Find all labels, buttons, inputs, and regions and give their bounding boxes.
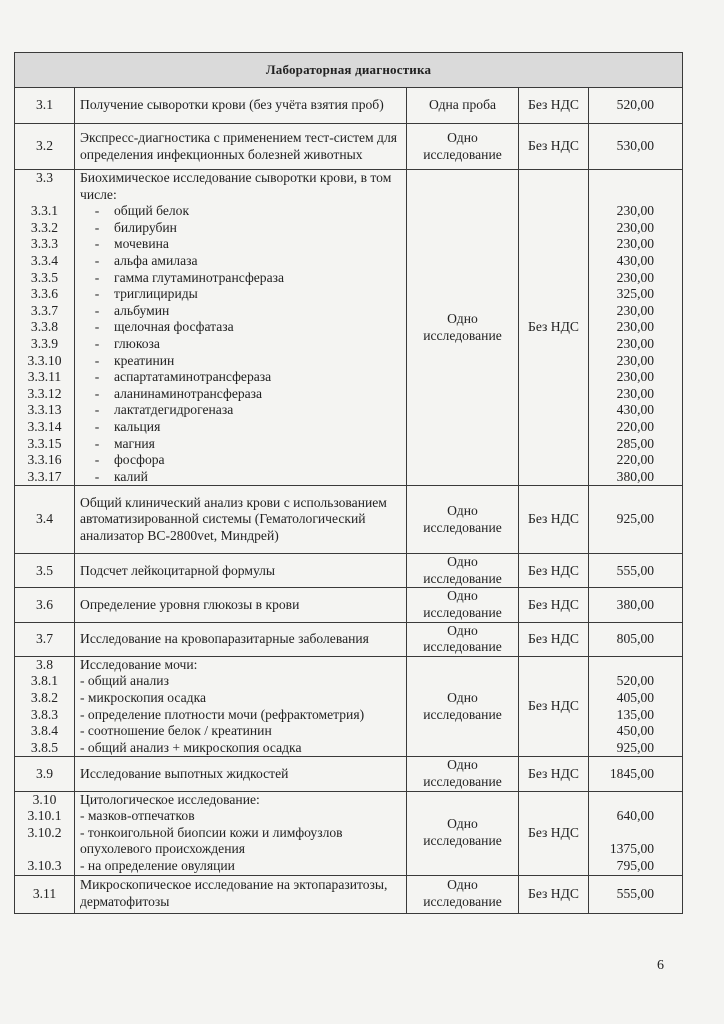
vat: Без НДС <box>519 656 589 757</box>
vat: Без НДС <box>519 588 589 622</box>
sub-row-number: 3.3.4 <box>30 252 59 268</box>
price: 450,00 <box>616 723 655 739</box>
sub-item: - альфа амилаза <box>94 252 198 268</box>
price: 230,00 <box>616 236 655 252</box>
price: 380,00 <box>616 468 655 484</box>
page-number: 6 <box>657 958 664 973</box>
sub-row-number: 3.3.15 <box>27 435 62 451</box>
price: 230,00 <box>616 219 655 235</box>
sub-item: - фосфора <box>94 452 165 468</box>
sub-row-number: 3.3.2 <box>30 219 59 235</box>
sub-row-number: 3.10.1 <box>27 808 62 824</box>
table-row <box>15 757 683 791</box>
price-column <box>589 170 683 486</box>
price: 555,00 <box>589 875 683 913</box>
price: 925,00 <box>616 739 655 755</box>
price: 640,00 <box>616 808 655 824</box>
price: 220,00 <box>616 418 655 434</box>
price: 230,00 <box>616 269 655 285</box>
vat: Без НДС <box>519 124 589 170</box>
sub-item: - билирубин <box>94 219 177 235</box>
vat: Без НДС <box>519 791 589 875</box>
vat: Без НДС <box>519 622 589 656</box>
unit: Одно исследование <box>407 124 519 170</box>
sub-row-number: 3.3.17 <box>27 468 62 484</box>
sub-row-number: 3.10.3 <box>27 857 62 873</box>
price: 285,00 <box>616 435 655 451</box>
service-name: Общий клинический анализ крови с использованием автоматизированной системы (Гематологический анализатор ВС-2800vet, Миндрей) <box>75 486 407 554</box>
sub-row-number: 3.3.14 <box>27 418 62 434</box>
unit: Одно исследование <box>407 757 519 791</box>
row-number: 3.7 <box>15 622 75 656</box>
service-name: Цитологическое исследование: <box>80 791 260 807</box>
price: 795,00 <box>616 857 655 873</box>
price: 230,00 <box>616 352 655 368</box>
price: 555,00 <box>589 554 683 588</box>
row-number: 3.2 <box>15 124 75 170</box>
unit: Одно исследование <box>407 622 519 656</box>
price: 230,00 <box>616 203 655 219</box>
service-name: Биохимическое исследование сыворотки крови, в том числе: <box>80 170 392 202</box>
price-column <box>589 656 683 757</box>
unit: Одно исследование <box>407 791 519 875</box>
vat: Без НДС <box>519 875 589 913</box>
row-number: 3.6 <box>15 588 75 622</box>
price: 230,00 <box>616 369 655 385</box>
table-row <box>15 124 683 170</box>
service-name: Получение сыворотки крови (без учёта взятия проб) <box>75 88 407 124</box>
price-table <box>14 52 683 914</box>
service-name: Определение уровня глюкозы в крови <box>75 588 407 622</box>
sub-item: - аспартатаминотрансфераза <box>94 369 272 385</box>
unit: Одно исследование <box>407 588 519 622</box>
price-column <box>589 791 683 875</box>
table-row <box>15 656 683 757</box>
price: 230,00 <box>616 385 655 401</box>
sub-row-number: 3.3.5 <box>30 269 59 285</box>
service-name: Исследование на кровопаразитарные заболевания <box>75 622 407 656</box>
sub-row-number: 3.3.13 <box>27 402 62 418</box>
sub-row-number: 3.3.12 <box>27 385 62 401</box>
price: 230,00 <box>616 319 655 335</box>
sub-item: - аланинаминотрансфераза <box>94 385 263 401</box>
sub-item: - определение плотности мочи (рефрактометрия) <box>80 706 365 722</box>
sub-item: - микроскопия осадка <box>80 690 207 706</box>
price: 405,00 <box>616 690 655 706</box>
sub-row-number: 3.3.11 <box>27 369 62 385</box>
sub-item: - на определение овуляции <box>80 857 235 873</box>
price: 230,00 <box>616 302 655 318</box>
price: 380,00 <box>589 588 683 622</box>
service-name: Микроскопическое исследование на эктопаразитозы, дерматофитозы <box>75 875 407 913</box>
section-title: Лабораторная диагностика <box>15 53 683 88</box>
vat: Без НДС <box>519 486 589 554</box>
row-number: 3.5 <box>15 554 75 588</box>
price: 520,00 <box>589 88 683 124</box>
price: 135,00 <box>616 706 655 722</box>
table-row <box>15 588 683 622</box>
row-number: 3.11 <box>15 875 75 913</box>
sub-item: - общий анализ <box>80 673 169 689</box>
sub-item: - магния <box>94 435 155 451</box>
sub-row-number: 3.3.6 <box>30 286 59 302</box>
price: 430,00 <box>616 402 655 418</box>
sub-item: - соотношение белок / креатинин <box>80 723 272 739</box>
service-name: Исследование выпотных жидкостей <box>75 757 407 791</box>
sub-item: - общий анализ + микроскопия осадка <box>80 739 302 755</box>
row-number-column <box>15 170 75 486</box>
sub-row-number: 3.3.8 <box>30 319 59 335</box>
price: 805,00 <box>589 622 683 656</box>
row-number: 3.4 <box>15 486 75 554</box>
table-row <box>15 486 683 554</box>
price: 430,00 <box>616 252 655 268</box>
sub-item: - гамма глутаминотрансфераза <box>94 269 285 285</box>
sub-item: - мочевина <box>94 236 169 252</box>
unit: Одно исследование <box>407 554 519 588</box>
row-number: 3.3 <box>36 170 53 185</box>
table-row <box>15 88 683 124</box>
unit: Одно исследование <box>407 875 519 913</box>
section-header-row <box>15 53 683 88</box>
price: 325,00 <box>616 286 655 302</box>
service-name-column <box>75 656 407 757</box>
sub-item: - калий <box>94 468 148 484</box>
sub-item: - щелочная фосфатаза <box>94 319 234 335</box>
service-name: Исследование мочи: <box>80 656 198 672</box>
sub-row-number: 3.3.9 <box>30 335 59 351</box>
table-row <box>15 170 683 486</box>
price: 925,00 <box>589 486 683 554</box>
row-number-column <box>15 791 75 875</box>
sub-row-number: 3.3.16 <box>27 452 62 468</box>
price: 1375,00 <box>609 841 655 857</box>
sub-item: - тонкоигольной биопсии кожи и лимфоузлов опухолевого происхождения <box>80 824 343 857</box>
service-name: Подсчет лейкоцитарной формулы <box>75 554 407 588</box>
row-number: 3.10 <box>32 791 57 807</box>
price: 220,00 <box>616 452 655 468</box>
unit: Одна проба <box>407 88 519 124</box>
table-row <box>15 791 683 875</box>
unit: Одно исследование <box>407 656 519 757</box>
price: 520,00 <box>616 673 655 689</box>
sub-item: - глюкоза <box>94 335 160 351</box>
sub-row-number: 3.8.5 <box>30 739 59 755</box>
table-row <box>15 875 683 913</box>
price: 530,00 <box>589 124 683 170</box>
sub-row-number: 3.3.10 <box>27 352 62 368</box>
price: 230,00 <box>616 335 655 351</box>
sub-row-number: 3.8.3 <box>30 706 59 722</box>
service-name-column <box>75 791 407 875</box>
unit: Одно исследование <box>407 486 519 554</box>
sub-row-number: 3.8.1 <box>30 673 59 689</box>
sub-row-number: 3.10.2 <box>27 824 62 840</box>
service-name: Экспресс-диагностика с применением тест-систем для определения инфекционных болезней животных <box>75 124 407 170</box>
row-number-column <box>15 656 75 757</box>
sub-row-number: 3.8.4 <box>30 723 59 739</box>
service-name-column <box>75 170 407 486</box>
unit: Одно исследование <box>407 170 519 486</box>
sub-item: - креатинин <box>94 352 175 368</box>
vat: Без НДС <box>519 757 589 791</box>
sub-row-number: 3.3.1 <box>30 203 59 219</box>
row-number: 3.8 <box>36 656 53 672</box>
sub-item: - лактатдегидрогеназа <box>94 402 234 418</box>
vat: Без НДС <box>519 554 589 588</box>
vat: Без НДС <box>519 88 589 124</box>
sub-item: - кальция <box>94 418 161 434</box>
sub-row-number: 3.3.7 <box>30 302 59 318</box>
price: 1845,00 <box>589 757 683 791</box>
row-number: 3.1 <box>15 88 75 124</box>
sub-item: - общий белок <box>94 203 190 219</box>
vat: Без НДС <box>519 170 589 486</box>
table-row <box>15 622 683 656</box>
sub-item: - триглицириды <box>94 286 198 302</box>
row-number: 3.9 <box>15 757 75 791</box>
sub-item: - мазков-отпечатков <box>80 808 195 824</box>
sub-row-number: 3.3.3 <box>30 236 59 252</box>
table-row <box>15 554 683 588</box>
sub-row-number: 3.8.2 <box>30 690 59 706</box>
sub-item: - альбумин <box>94 302 170 318</box>
